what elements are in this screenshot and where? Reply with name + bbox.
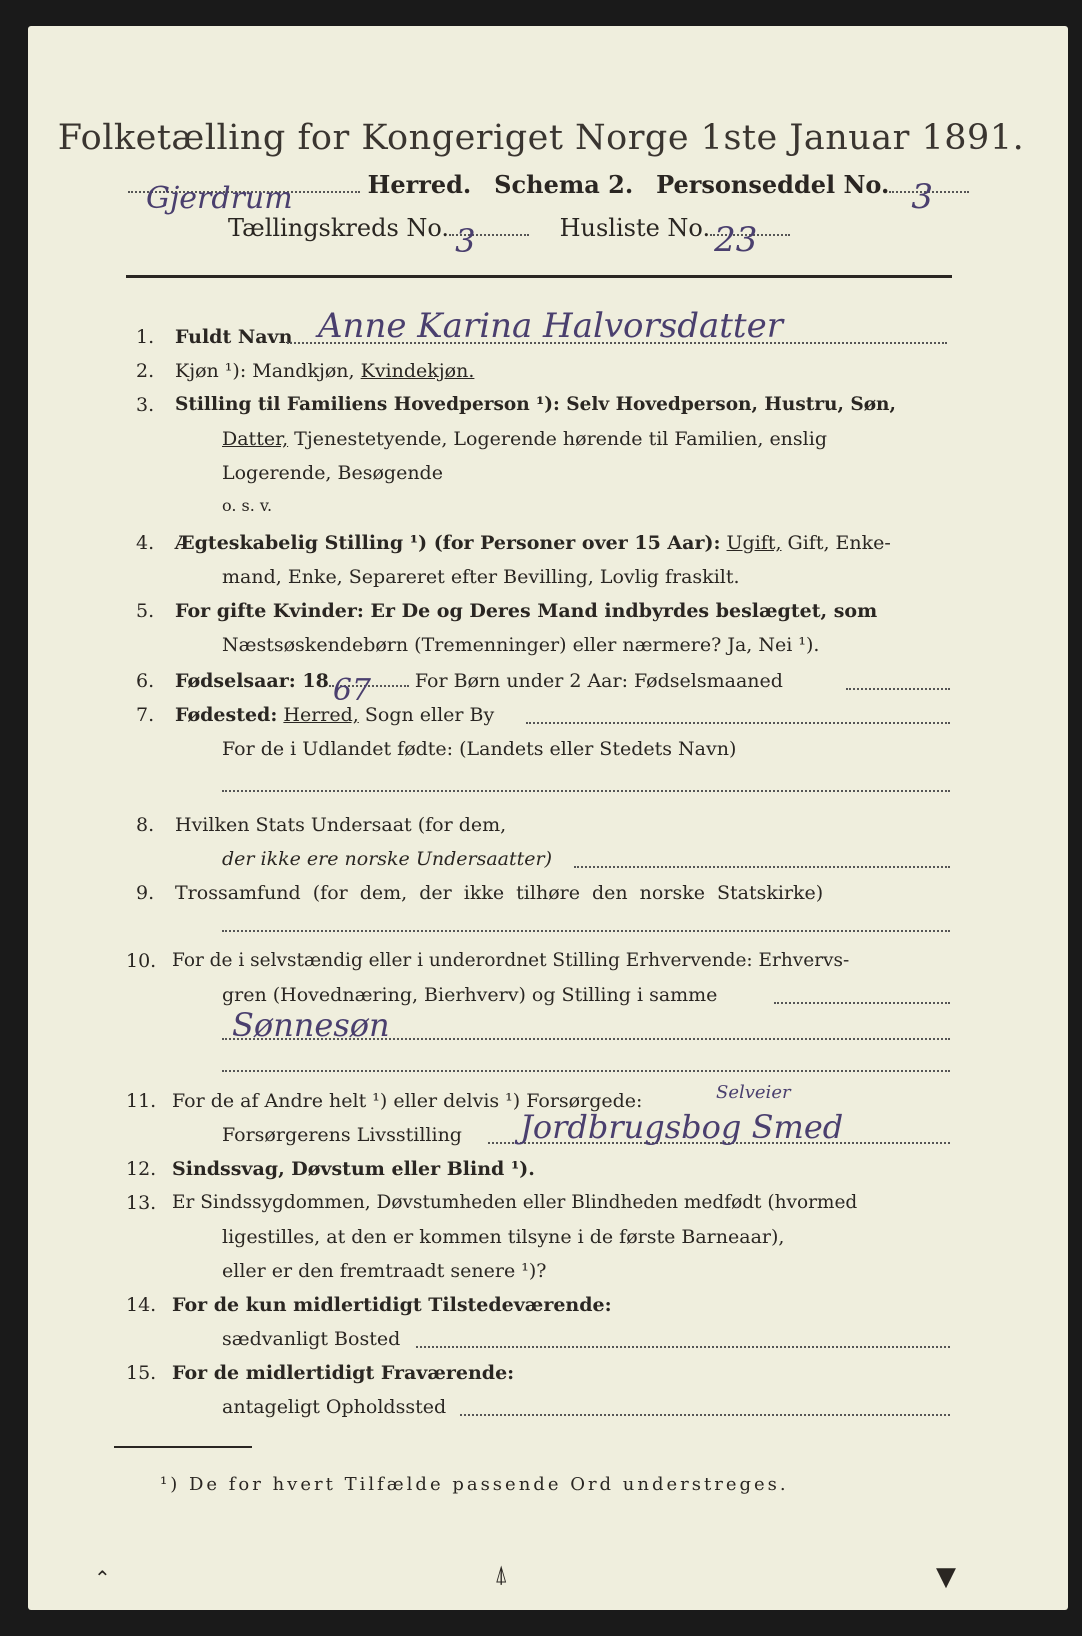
q3-line3: Logerende, Besøgende	[222, 462, 443, 484]
q15-line2: antageligt Opholdssted	[222, 1396, 447, 1418]
q6-number: 6.	[136, 670, 155, 692]
q3-line4: o. s. v.	[222, 496, 273, 515]
q11-line1: For de af Andre helt ¹) eller delvis ¹) Forsørgede:	[172, 1090, 643, 1112]
q14-line1: For de kun midlertidigt Tilstedeværende:	[172, 1294, 612, 1316]
q11-number: 11.	[126, 1090, 157, 1112]
q7-label: Fødested:	[175, 704, 278, 726]
q2-number: 2.	[136, 360, 155, 382]
kreds-number: 3	[455, 222, 476, 260]
herred-label: Herred.	[367, 170, 472, 199]
husliste-number: 23	[714, 220, 758, 260]
q12-number: 12.	[126, 1158, 157, 1180]
q13-line2: ligestilles, at den er kommen tilsyne i de første Barneaar),	[222, 1226, 785, 1248]
q7-line2: For de i Udlandet fødte: (Landets eller Stedets Navn)	[222, 738, 737, 760]
q3-underlined-answer: Datter,	[222, 428, 289, 450]
q7-answer-line	[526, 722, 950, 724]
q15-line1: For de midlertidigt Fraværende:	[172, 1362, 515, 1384]
q10-number: 10.	[126, 950, 157, 972]
q4-line2: mand, Enke, Separeret efter Bevilling, Lovlig fraskilt.	[222, 566, 740, 588]
q4-line1-rest: Gift, Enke-	[787, 532, 891, 554]
q7-underlined-answer: Herred,	[283, 704, 359, 726]
q3-line1: Stilling til Familiens Hovedperson ¹): Selv Hovedperson, Hustru, Søn,	[175, 394, 896, 415]
q6-line	[175, 670, 783, 708]
q13-line3: eller er den fremtraadt senere ¹)?	[222, 1260, 547, 1282]
q10-answer-line	[774, 1002, 950, 1004]
form-title: Folketælling for Kongeriget Norge 1ste Januar 1891.	[57, 118, 1025, 158]
q6-answer-line	[846, 688, 950, 690]
q11-line2: Forsørgerens Livsstilling	[222, 1124, 462, 1146]
q11-handwritten-note: Selveier	[716, 1082, 791, 1103]
q8-line2: der ikke ere norske Undersaatter)	[222, 848, 552, 870]
q13-number: 13.	[126, 1192, 157, 1214]
q10-answer-handwritten: Sønnesøn	[232, 1006, 390, 1044]
corner-mark-left: ⌃	[94, 1566, 111, 1590]
q4-label: Ægteskabelig Stilling ¹) (for Personer over 15 Aar):	[175, 532, 721, 554]
corner-mark-right: ▼	[936, 1562, 956, 1592]
q4-underlined-answer: Ugift,	[726, 532, 782, 554]
q8-answer-line	[574, 866, 950, 868]
herred-line	[128, 170, 969, 217]
q3-number: 3.	[136, 394, 155, 416]
q14-answer-line	[416, 1346, 950, 1348]
q5-line1: For gifte Kvinder: Er De og Deres Mand indbyrdes beslægtet, som	[175, 600, 878, 622]
q4-number: 4.	[136, 532, 155, 554]
q6-year-handwritten: 67	[332, 673, 371, 708]
q2-label: Kjøn ¹): Mandkjøn,	[175, 360, 355, 382]
q14-number: 14.	[126, 1294, 157, 1316]
q10-answer-line3	[222, 1070, 950, 1072]
q7-answer-line2	[222, 790, 950, 792]
husliste-label: Husliste No.	[559, 214, 711, 242]
q1-answer-handwritten: Anne Karina Halvorsdatter	[318, 306, 783, 346]
herred-handwritten: Gjerdrum	[146, 181, 293, 216]
q1-number: 1.	[136, 326, 155, 348]
q1-label: Fuldt Navn	[175, 326, 293, 348]
q12-line1: Sindssvag, Døvstum eller Blind ¹).	[172, 1158, 535, 1180]
q10-line1: For de i selvstændig eller i underordnet Stilling Erhvervende: Erhvervs-	[172, 950, 850, 971]
footnote: ¹) De for hvert Tilfælde passende Ord understreges.	[160, 1474, 789, 1495]
center-mark: ⍋	[494, 1560, 509, 1588]
q14-line2: sædvanligt Bosted	[222, 1328, 401, 1350]
q8-number: 8.	[136, 814, 155, 836]
q9-answer-line	[222, 930, 950, 932]
schema-label: Schema 2.	[494, 170, 634, 199]
q8-line1: Hvilken Stats Undersaat (for dem,	[175, 814, 507, 836]
personseddel-number: 3	[911, 177, 933, 217]
q3-line2-rest: Tjenestetyende, Logerende hørende til Familien, enslig	[294, 428, 827, 450]
q5-number: 5.	[136, 600, 155, 622]
q5-line2: Næstsøskendebørn (Tremenninger) eller nærmere? Ja, Nei ¹).	[222, 634, 820, 656]
q13-line1: Er Sindssygdommen, Døvstumheden eller Blindheden medfødt (hvormed	[172, 1192, 858, 1213]
q7-line1	[175, 704, 494, 726]
q9-number: 9.	[136, 882, 155, 904]
q6-rest: For Børn under 2 Aar: Fødselsmaaned	[414, 670, 783, 692]
q6-label: Fødselsaar: 18	[175, 670, 329, 692]
q2-line	[175, 360, 474, 382]
kreds-line	[228, 214, 790, 260]
kreds-label: Tællingskreds No.	[228, 214, 450, 242]
q7-number: 7.	[136, 704, 155, 726]
q3-line2	[222, 428, 827, 450]
q7-rest: Sogn eller By	[364, 704, 495, 726]
personseddel-label: Personseddel No.	[656, 170, 890, 199]
q2-underlined-answer: Kvindekjøn.	[360, 360, 475, 382]
q4-line1	[175, 532, 891, 554]
q9-line1: Trossamfund (for dem, der ikke tilhøre den norske Statskirke)	[175, 882, 824, 904]
q10-line2: gren (Hovednæring, Bierhverv) og Stilling i samme	[222, 984, 718, 1006]
q11-answer-handwritten: Jordbrugsbog Smed	[520, 1108, 844, 1146]
header-rule	[126, 275, 952, 278]
q15-number: 15.	[126, 1362, 157, 1384]
footnote-rule	[114, 1446, 252, 1448]
q15-answer-line	[460, 1414, 950, 1416]
